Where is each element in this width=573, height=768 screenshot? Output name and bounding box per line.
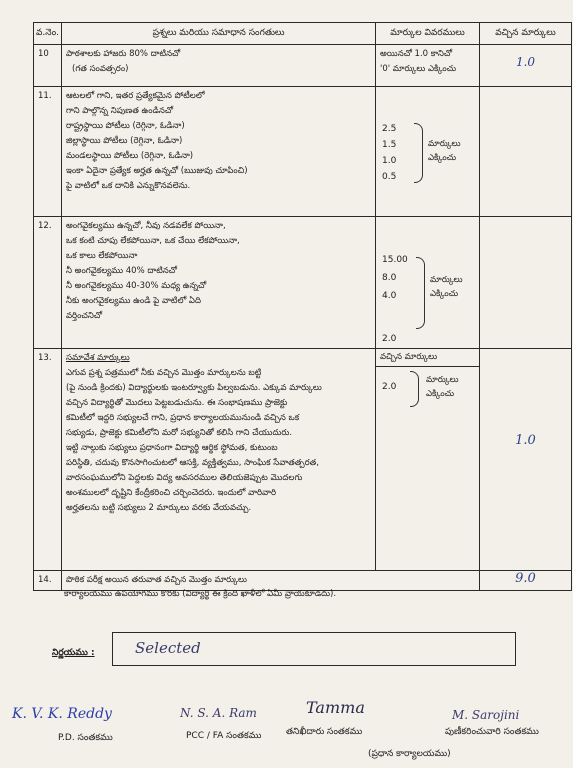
question-line: పొఠిక పరీక్ష అయిన తరువాత వచ్చిన మొత్తం మార్కులు — [66, 575, 247, 585]
header-awarded: వచ్చిన మార్కులు — [480, 23, 572, 45]
row-number: 13. — [34, 349, 62, 571]
decision-label: నిర్ణయము : — [52, 648, 95, 658]
header-scale: మార్కుల వివరములు — [376, 23, 480, 45]
brace-mark — [416, 257, 425, 329]
question-line: అంశములలో దృష్టిని కేంద్రీకరించి చర్చించెదరు. ఇందులో వారివారి — [66, 488, 277, 498]
question-line: పై వాటిలో ఒక దానికి ఎన్నుకొనవలెను. — [66, 181, 191, 191]
row-number: 11. — [34, 87, 62, 217]
question-line: జిల్లాస్థాయి పోటీలు (రెగ్గినా, ఓడినా) — [66, 136, 183, 146]
brace-mark — [410, 371, 419, 407]
row-awarded — [480, 349, 572, 571]
row-awarded — [480, 45, 572, 87]
row-number: 12. — [34, 217, 62, 349]
scale-value: 2.0 — [382, 334, 397, 344]
question-line: ఇంకా ఏదైనా ప్రత్యేక అర్హత ఉన్నచో (ఋజువు చూపించి) — [66, 166, 248, 176]
scale-value: 2.5 — [382, 124, 397, 134]
row-question — [62, 217, 376, 349]
scale-value: 0.5 — [382, 172, 397, 182]
row-scale — [376, 45, 480, 87]
signature-handwriting: M. Sarojini — [452, 708, 520, 722]
signature-label: పుణీకరించువారి సంతకము — [445, 727, 539, 737]
awarded-marks: 1.0 — [515, 55, 536, 69]
decision-value: Selected — [135, 639, 201, 657]
signature-label: P.D. సంతకము — [58, 733, 113, 743]
brace-note-line: మార్కులు — [426, 375, 459, 385]
row-number: 14. — [34, 571, 62, 591]
scale-values — [382, 379, 396, 395]
table-header-row — [34, 23, 572, 45]
question-line: అర్హతలను బట్టి సభ్యులు 2 మార్కులు వరకు వేయవచ్చు. — [66, 503, 252, 513]
question-line: నీ అంగవైకల్యము 40% దాటినచో — [66, 266, 177, 276]
brace-note — [428, 137, 461, 165]
question-line: నీకు అంగవైకల్యము ఉండి పై వాటిలో ఏది — [66, 296, 201, 306]
table-row — [34, 349, 572, 571]
row-scale — [376, 217, 480, 349]
question-line: వర్తించనిచో — [66, 311, 102, 321]
brace-note-line: ఎక్కించు — [426, 389, 455, 399]
scale-values — [382, 251, 408, 347]
question-line: గాని పాల్గొన్న నిపుణత ఉండినచో — [66, 106, 174, 116]
header-sno: వ.నెం. — [34, 23, 62, 45]
question-line: నీ అంగవైకల్యము 40-30% మధ్య ఉన్నచో — [66, 281, 207, 291]
question-line: అంగవైకల్యము ఉన్నచో, నీవు నడవలేక పోయినా, — [66, 221, 226, 231]
question-line: (గత సంవత్సరం) — [72, 64, 129, 74]
scale-value: 2.0 — [382, 382, 397, 392]
scale-subheader: వచ్చిన మార్కులు — [376, 349, 479, 367]
question-line: పరిస్థితి, చదువు కొనసాగించుటలో ఆసక్తి, వ్యక్తిత్వము, సాంఘిక సేవాతత్పరత, — [66, 458, 319, 468]
table-row-total — [34, 571, 572, 591]
question-line: కమిటీలో ఇద్దరి సభ్యులచే గాని, ప్రధాన కార్యాలయమునుండి వచ్చిన ఒక — [66, 413, 300, 423]
question-line: ఒక కంటి చూపు లేకపోయినా, ఒక చేయి లేకపోయినా, — [66, 236, 240, 246]
row-question — [62, 349, 376, 571]
scale-value: 1.0 — [382, 156, 397, 166]
brace-note — [430, 273, 463, 301]
question-line: మండలస్థాయి పోటీలు (రెగ్గినా, ఓడినా) — [66, 151, 194, 161]
brace-note-line: మార్కులు — [428, 139, 461, 149]
question-line: పాఠశాలకు హాజరు 80% దాటినచో — [66, 49, 181, 59]
table-row — [34, 45, 572, 87]
table-row — [34, 87, 572, 217]
row-question — [62, 571, 480, 591]
row-awarded — [480, 217, 572, 349]
header-question: ప్రశ్నలు మరియు సమాధాన సంగతులు — [62, 23, 376, 45]
question-line: (పై నుండి క్రిందకు) విద్యార్థులకు ఇంటర్వ్యూకు పిల్వబడును. ఎక్కువ మార్కులు — [66, 383, 322, 393]
office-use-note: కార్యాలయము ఉపయోగము కొరకు (విద్యార్థి ఈ క్రింది ఖాళీలో ఏమీ వ్రాయకూడదు). — [64, 589, 337, 599]
brace-note-line: ఎక్కించు — [428, 153, 457, 163]
signature-label: PCC / FA సంతకము — [186, 731, 262, 741]
signature-handwriting: N. S. A. Ram — [180, 706, 257, 720]
scale-value: 8.0 — [382, 273, 397, 283]
scale-text: '0' మార్కులు ఎక్కించు — [380, 64, 457, 74]
marks-table — [33, 22, 572, 591]
awarded-marks: 1.0 — [515, 433, 536, 448]
row-question — [62, 45, 376, 87]
signature-handwriting: Tamma — [306, 698, 365, 717]
question-line: ఇట్టి నాల్గుకు సభ్యులు ప్రధానంగా విద్యార్థి ఆర్థిక స్థోమత, కుటుంబ — [66, 443, 278, 453]
row-number: 10 — [34, 45, 62, 87]
row-question — [62, 87, 376, 217]
question-line: ఒక కాలు లేకపోయినా — [66, 251, 138, 261]
row-scale — [376, 87, 480, 217]
question-line: ఆటలలో గాని, ఇతర ప్రత్యేకమైన పోటీలలో — [66, 91, 205, 101]
scale-values — [382, 121, 396, 185]
row-scale — [376, 349, 480, 571]
signature-label: తనిఖీదారు సంతకము — [286, 727, 363, 737]
row-awarded — [480, 571, 572, 591]
signature-sublabel: (ప్రధాన కార్యాలయము) — [368, 749, 451, 759]
decision-box — [112, 632, 516, 666]
row-awarded — [480, 87, 572, 217]
question-line: వారసంఘములోని పెద్దలకు విద్య అవసరముల తెలియజెప్పుట మొదలగు — [66, 473, 303, 483]
brace-mark — [414, 123, 423, 183]
total-marks: 9.0 — [515, 571, 536, 586]
scale-value: 15.00 — [382, 255, 408, 265]
question-line: ఎగువ ప్రశ్న పత్రములో నీకు వచ్చిన మొత్తం మార్కులను బట్టి — [66, 368, 262, 378]
table-row — [34, 217, 572, 349]
question-line: వచ్చిన విద్యార్థితో మొదలు పెట్టబడుచును. ఈ సంభాషణము ప్రాజెక్టు — [66, 398, 288, 408]
scale-value: 4.0 — [382, 291, 397, 301]
question-line: రాష్ట్రస్థాయి పోటీలు (రెగ్గినా, ఓడినా) — [66, 121, 185, 131]
brace-note — [426, 373, 459, 401]
brace-note-line: ఎక్కించు — [430, 289, 459, 299]
signature-handwriting: K. V. K. Reddy — [12, 706, 112, 722]
scale-value: 1.5 — [382, 140, 397, 150]
question-title: సమావేశ మార్కులు — [66, 353, 130, 363]
scale-text: అయినచో 1.0 కానిచో — [380, 49, 453, 59]
question-line: సభ్యుడు, ప్రాజెక్టు కమిటీలోని మరో సభ్యునితో కలిసి గాని చేయుదురు. — [66, 428, 293, 438]
brace-note-line: మార్కులు — [430, 275, 463, 285]
